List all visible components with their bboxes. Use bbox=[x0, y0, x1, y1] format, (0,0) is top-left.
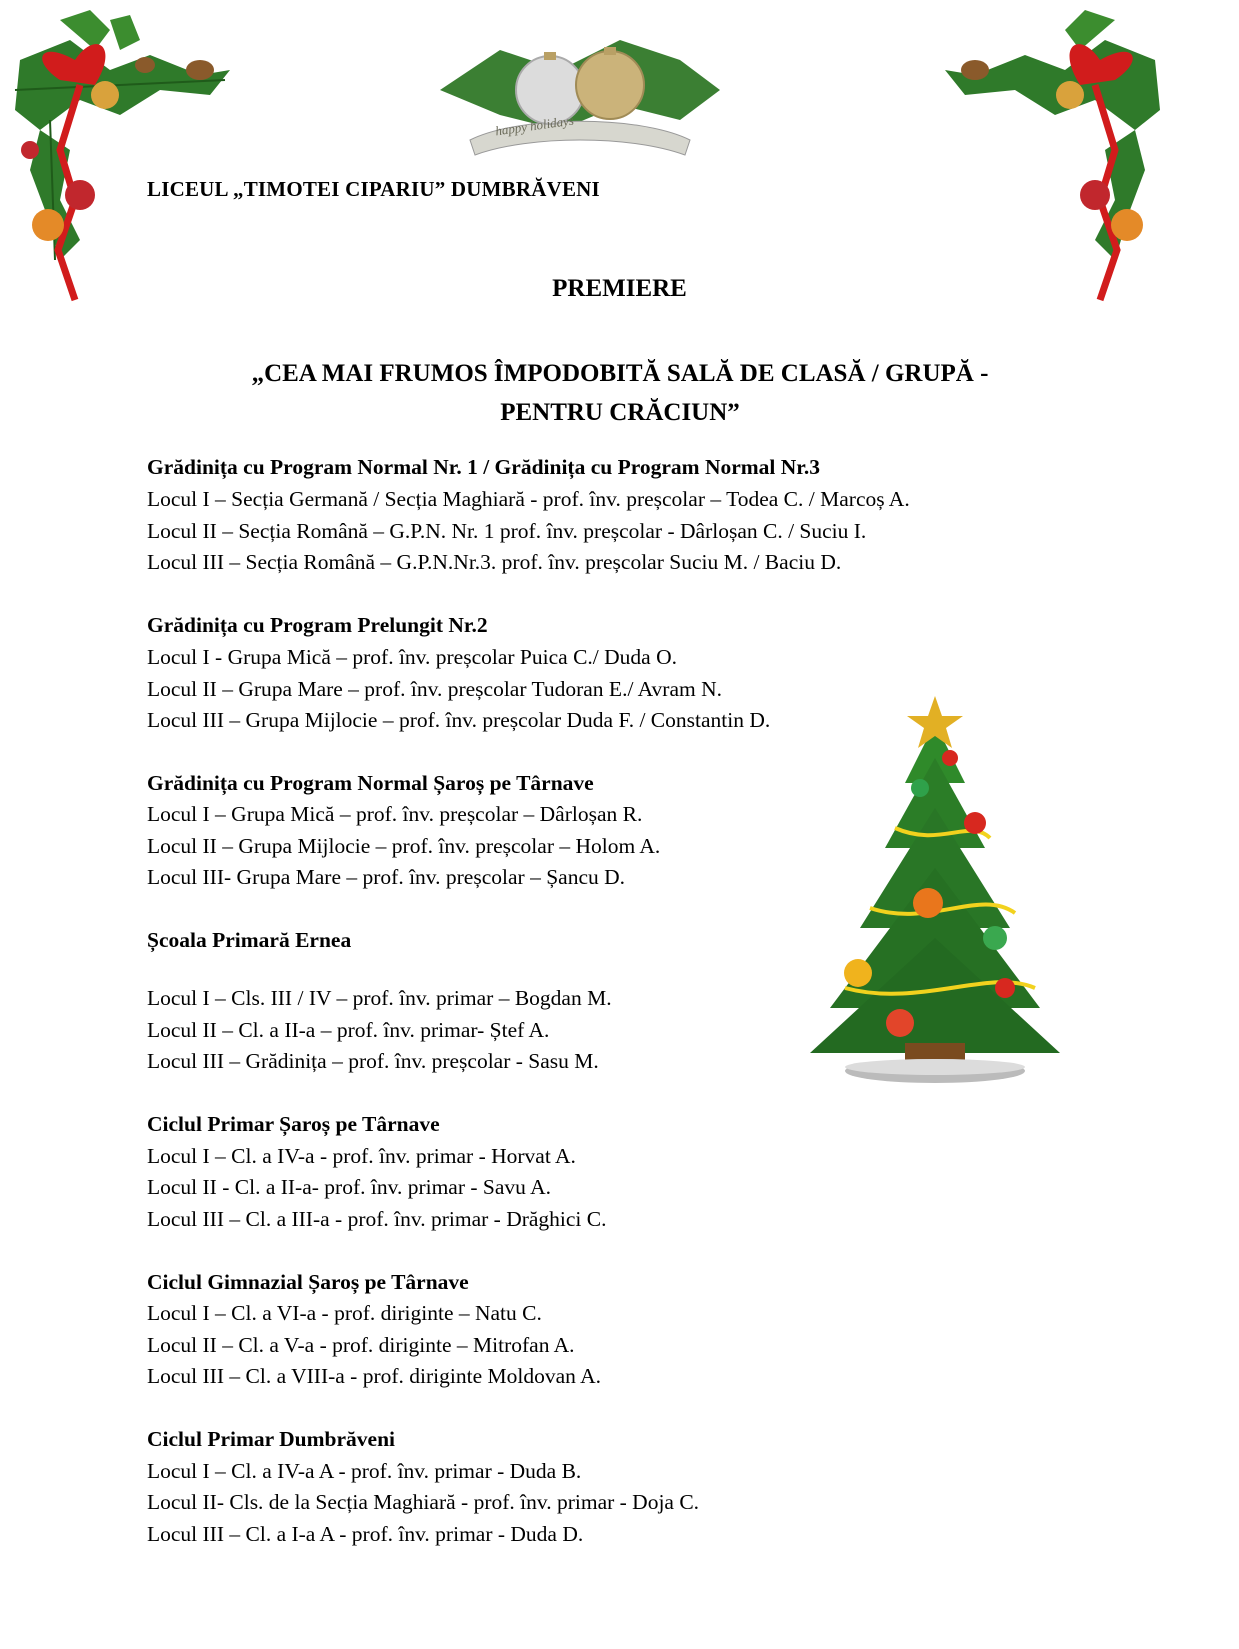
award-line: Locul I - Grupa Mică – prof. înv. preșcolar Puica C./ Duda O. bbox=[147, 645, 677, 669]
award-line: Locul III – Cl. a III-a - prof. înv. primar - Drăghici C. bbox=[147, 1207, 607, 1231]
section-title: Ciclul Primar Șaroș pe Târnave bbox=[147, 1112, 440, 1136]
holly-ribbon-left-icon bbox=[0, 0, 240, 320]
section-title: Școala Primară Ernea bbox=[147, 928, 352, 952]
ornament-banner-icon bbox=[440, 20, 720, 170]
award-line: Locul I – Grupa Mică – prof. înv. preșcolar – Dârloșan R. bbox=[147, 802, 643, 826]
award-line: Locul III- Grupa Mare – prof. înv. preșcolar – Șancu D. bbox=[147, 865, 626, 889]
award-line: Locul II - Cl. a II-a- prof. înv. primar - Savu A. bbox=[147, 1175, 551, 1199]
school-name: LICEUL „TIMOTEI CIPARIU” DUMBRĂVENI bbox=[147, 177, 600, 201]
award-line: Locul II – Grupa Mare – prof. înv. preșcolar Tudoran E./ Avram N. bbox=[147, 677, 722, 701]
section-title: Ciclul Gimnazial Șaroș pe Târnave bbox=[147, 1270, 469, 1294]
banner-text: happy holidays bbox=[494, 112, 575, 139]
award-line: Locul III – Secția Română – G.P.N.Nr.3. prof. înv. preșcolar Suciu M. / Baciu D. bbox=[147, 550, 842, 574]
award-line: Locul I – Cls. III / IV – prof. înv. primar – Bogdan M. bbox=[147, 986, 612, 1010]
award-line: Locul II – Grupa Mijlocie – prof. înv. preșcolar – Holom A. bbox=[147, 834, 661, 858]
award-line: Locul III – Grupa Mijlocie – prof. înv. preșcolar Duda F. / Constantin D. bbox=[147, 708, 771, 732]
award-line: Locul II – Cl. a II-a – prof. înv. primar- Ștef A. bbox=[147, 1018, 550, 1042]
award-line: Locul I – Secția Germană / Secția Maghiară - prof. înv. preșcolar – Todea C. / Marcoș A. bbox=[147, 487, 910, 511]
page-heading: PREMIERE bbox=[552, 275, 687, 302]
section-title: Grădinița cu Program Prelungit Nr.2 bbox=[147, 613, 488, 637]
award-line: Locul III – Cl. a VIII-a - prof. diriginte Moldovan A. bbox=[147, 1364, 601, 1388]
award-line: Locul III – Cl. a I-a A - prof. înv. primar - Duda D. bbox=[147, 1522, 584, 1546]
award-line: Locul I – Cl. a IV-a - prof. înv. primar - Horvat A. bbox=[147, 1144, 576, 1168]
section-title: Ciclul Primar Dumbrăveni bbox=[147, 1427, 396, 1451]
contest-title-line-2: PENTRU CRĂCIUN” bbox=[500, 399, 740, 426]
award-line: Locul II- Cls. de la Secția Maghiară - prof. înv. primar - Doja C. bbox=[147, 1490, 700, 1514]
christmas-tree-icon bbox=[800, 688, 1070, 1088]
contest-title-line-1: „CEA MAI FRUMOS ÎMPODOBITĂ SALĂ DE CLASĂ / GRUPĂ - bbox=[251, 360, 989, 387]
holly-ribbon-right-icon bbox=[925, 0, 1175, 320]
award-line: Locul II – Secția Română – G.P.N. Nr. 1 prof. înv. preșcolar - Dârloșan C. / Suciu I. bbox=[147, 519, 867, 543]
section-title: Grădinița cu Program Normal Nr. 1 / Grădinița cu Program Normal Nr.3 bbox=[147, 455, 820, 479]
section-title: Grădinița cu Program Normal Șaroș pe Târnave bbox=[147, 771, 594, 795]
award-line: Locul II – Cl. a V-a - prof. diriginte – Mitrofan A. bbox=[147, 1333, 575, 1357]
award-line: Locul I – Cl. a IV-a A - prof. înv. primar - Duda B. bbox=[147, 1459, 582, 1483]
award-line: Locul I – Cl. a VI-a - prof. diriginte – Natu C. bbox=[147, 1301, 542, 1325]
award-line: Locul III – Grădinița – prof. înv. preșcolar - Sasu M. bbox=[147, 1049, 599, 1073]
